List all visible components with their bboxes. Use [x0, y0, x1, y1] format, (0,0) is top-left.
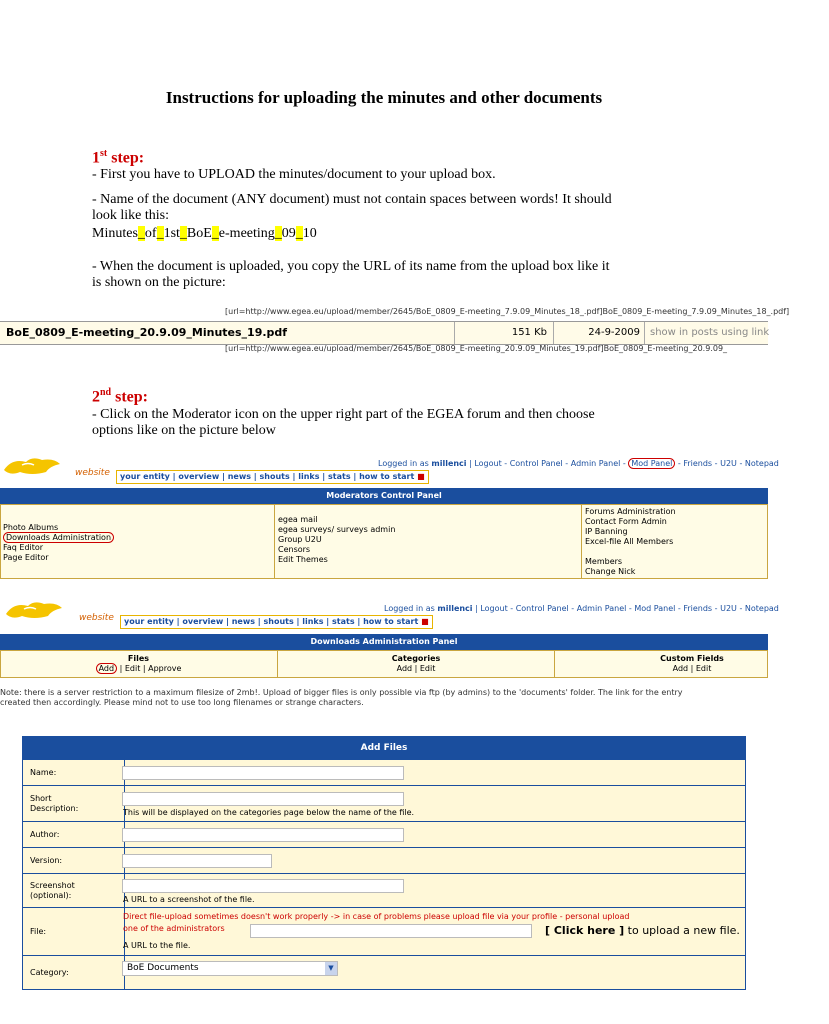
step2-line1: - Click on the Moderator icon on the upper right part of the EGEA forum and then choose	[92, 407, 595, 422]
control-panel-link[interactable]: Control Panel	[515, 604, 569, 613]
divider	[581, 505, 582, 578]
example-word: 10	[302, 226, 317, 241]
custom-fields-col	[555, 654, 829, 674]
files-edit-approve-links[interactable]: | Edit | Approve	[117, 664, 182, 673]
example-word: 1st	[163, 226, 180, 241]
step2-label: step:	[111, 388, 149, 406]
surveys-link[interactable]: egea surveys/ surveys admin	[278, 525, 396, 534]
nav-your-entity[interactable]: your entity	[124, 617, 174, 626]
short-desc-label: Short Description:	[23, 786, 125, 822]
nav-stats[interactable]: stats	[332, 617, 355, 626]
custom-fields-links[interactable]: Add | Edit	[672, 664, 712, 673]
short-desc-hint: This will be displayed on the categories page below the name of the file.	[123, 808, 415, 817]
chevron-down-icon[interactable]: ▼	[325, 962, 337, 975]
files-col	[1, 654, 276, 674]
ip-banning-link[interactable]: IP Banning	[585, 527, 628, 536]
nav-how-to-start[interactable]: how to start	[363, 617, 419, 626]
name-input[interactable]	[122, 766, 404, 780]
category-select[interactable]	[122, 961, 338, 976]
step2-heading	[92, 387, 148, 406]
example-word: e-meeting	[218, 226, 275, 241]
mod-panel-body	[0, 504, 768, 579]
excel-file-link[interactable]: Excel-file All Members	[585, 537, 674, 546]
form-row-short-desc	[23, 785, 745, 822]
example-underscore: _	[137, 226, 145, 241]
file-warning-cont: one of the administrators	[123, 924, 225, 933]
logout-link[interactable]: Logout	[480, 604, 508, 613]
censors-link[interactable]: Censors	[278, 545, 311, 554]
mod-panel-screenshot	[0, 452, 779, 582]
nav-shouts[interactable]: shouts	[259, 472, 290, 481]
logged-prefix: Logged in as	[384, 604, 435, 613]
step1-line1: - First you have to UPLOAD the minutes/document to your upload box.	[92, 167, 496, 182]
upload-filename[interactable]: BoE_0809_E-meeting_20.9.09_Minutes_19.pdf	[0, 322, 455, 344]
mod-col1	[3, 523, 114, 563]
mod-panel-link[interactable]: Mod Panel	[628, 458, 675, 469]
author-input[interactable]	[122, 828, 404, 842]
step1-label: step:	[107, 149, 145, 167]
username: millenci	[431, 459, 467, 468]
logout-link[interactable]: Logout	[474, 459, 502, 468]
add-files-title: Add Files	[23, 737, 745, 759]
step2-sup: nd	[100, 387, 112, 398]
admin-panel-link[interactable]: Admin Panel	[576, 604, 627, 613]
example-underscore: _	[179, 226, 187, 241]
author-label: Author:	[23, 822, 125, 848]
nav-overview[interactable]: overview	[178, 472, 220, 481]
upload-url-top: [url=http://www.egea.eu/upload/member/2645/BoE_0809_E-meeting_7.9.09_Minutes_18_.pdf]BoE_0809_E-meeting_7.9.09_Minutes_18_.pdf]	[225, 307, 790, 316]
nav-links[interactable]: links	[302, 617, 324, 626]
file-url-hint: A URL to the file.	[123, 941, 191, 950]
upload-note-line2: created then accordingly. Please mind not to use too long filenames or strange characters.	[0, 698, 364, 707]
upload-new-file: [ Click here ] to upload a new file.	[545, 924, 740, 937]
version-label: Version:	[23, 848, 125, 874]
step1-sup: st	[100, 148, 108, 159]
form-row-author	[23, 821, 745, 848]
nav-overview[interactable]: overview	[182, 617, 224, 626]
u2u-link[interactable]: U2U	[720, 604, 737, 613]
filename-example	[92, 226, 317, 242]
click-here-link[interactable]: [ Click here ]	[545, 924, 625, 937]
photo-albums-link[interactable]: Photo Albums	[3, 523, 59, 532]
form-row-category	[23, 955, 745, 990]
nav-news[interactable]: news	[231, 617, 256, 626]
example-underscore: _	[295, 226, 303, 241]
friends-link[interactable]: Friends	[683, 459, 713, 468]
step1-heading	[92, 148, 144, 167]
nav-links[interactable]: links	[298, 472, 320, 481]
step2-line2: options like on the picture below	[92, 423, 276, 438]
upload-url-bottom: [url=http://www.egea.eu/upload/member/2645/BoE_0809_E-meeting_20.9.09_Minutes_19.pdf]BoE_0809_E-meeting_20.9.09_	[225, 344, 728, 353]
forums-admin-link[interactable]: Forums Administration	[585, 507, 676, 516]
form-row-name	[23, 759, 745, 786]
upload-date: 24-9-2009	[554, 322, 645, 344]
new-icon: ■	[417, 472, 425, 481]
files-heading: Files	[127, 654, 150, 663]
file-label: File:	[23, 908, 125, 956]
example-word: 09	[281, 226, 296, 241]
group-u2u-link[interactable]: Group U2U	[278, 535, 322, 544]
website-label: website	[75, 468, 110, 478]
nav-your-entity[interactable]: your entity	[120, 472, 170, 481]
logged-in-bar: Logged in as millenci | Logout - Control Panel - Admin Panel - Mod Panel - Friends - U2U - Notepad	[378, 459, 779, 468]
downloads-panel-title: Downloads Administration Panel	[0, 634, 768, 650]
example-word: Minutes	[92, 226, 138, 241]
egea-mail-link[interactable]: egea mail	[278, 515, 318, 524]
new-icon: ■	[421, 617, 429, 626]
upload-box-screenshot	[0, 304, 790, 353]
notepad-link[interactable]: Notepad	[744, 604, 779, 613]
step1-number: 1	[92, 149, 100, 167]
version-input[interactable]	[122, 854, 272, 868]
downloads-panel-screenshot	[0, 597, 779, 712]
file-warning: Direct file-upload sometimes doesn't work properly -> in case of problems please upload file via your profile - personal upload	[123, 912, 630, 921]
egea-logo-icon	[2, 456, 62, 476]
step2-number: 2	[92, 388, 100, 406]
categories-links[interactable]: Add | Edit	[396, 664, 436, 673]
example-word: BoE	[186, 226, 212, 241]
divider	[274, 505, 275, 578]
friends-link[interactable]: Friends	[683, 604, 713, 613]
upload-note-line1: Note: there is a server restriction to a maximum filesize of 2mb!. Upload of bigger files is only possible via ftp (by admins) to the 'documents' folder. The link for the entry	[0, 688, 683, 697]
logged-prefix: Logged in as	[378, 459, 429, 468]
logged-in-bar: Logged in as millenci | Logout - Control Panel - Admin Panel - Mod Panel - Friends - U2U - Notepad	[384, 604, 779, 613]
nav-shouts[interactable]: shouts	[263, 617, 294, 626]
downloads-panel-body	[0, 650, 768, 678]
short-desc-input[interactable]	[122, 792, 404, 806]
step1-line3a: - When the document is uploaded, you copy the URL of its name from the upload box like it	[92, 259, 610, 274]
category-label: Category:	[23, 956, 125, 990]
screenshot-input[interactable]	[122, 879, 404, 893]
nav-stats[interactable]: stats	[328, 472, 351, 481]
mod-col2	[278, 515, 395, 565]
step1-line2a: - Name of the document (ANY document) must not contain spaces between words! It should	[92, 192, 612, 207]
nav-how-to-start[interactable]: how to start	[359, 472, 415, 481]
upload-size: 151 Kb	[455, 322, 554, 344]
egea-logo-icon	[4, 600, 64, 620]
mod-col3	[585, 507, 676, 577]
screenshot-label: Screenshot (optional):	[23, 874, 125, 908]
category-value: BoE Documents	[127, 963, 199, 973]
forum-nav: your entity | overview | news | shouts | links | stats | how to start ■	[120, 615, 433, 629]
upload-show-link[interactable]: show in posts using link	[650, 327, 770, 338]
upload-file-row	[0, 321, 768, 345]
example-underscore: _	[274, 226, 282, 241]
control-panel-link[interactable]: Control Panel	[509, 459, 563, 468]
mod-panel-title: Moderators Control Panel	[0, 488, 768, 504]
file-url-input[interactable]	[250, 924, 532, 938]
step1-line3b: is shown on the picture:	[92, 275, 226, 290]
form-row-version	[23, 847, 745, 874]
notepad-link[interactable]: Notepad	[744, 459, 779, 468]
downloads-admin-link[interactable]: Downloads Administration	[3, 532, 114, 543]
page-title: Instructions for uploading the minutes and other documents	[165, 88, 603, 107]
website-label: website	[79, 613, 114, 623]
form-row-screenshot	[23, 873, 745, 908]
form-row-file	[23, 907, 745, 956]
admin-panel-link[interactable]: Admin Panel	[570, 459, 621, 468]
change-nick-link[interactable]: Change Nick	[585, 567, 636, 576]
faq-editor-link[interactable]: Faq Editor	[3, 543, 44, 552]
categories-heading: Categories	[391, 654, 441, 663]
nav-news[interactable]: news	[227, 472, 252, 481]
example-underscore: _	[211, 226, 219, 241]
u2u-link[interactable]: U2U	[720, 459, 737, 468]
custom-fields-heading: Custom Fields	[660, 654, 724, 663]
username: millenci	[437, 604, 473, 613]
example-word: of	[144, 226, 157, 241]
members-link[interactable]: Members	[585, 557, 623, 566]
screenshot-hint: A URL to a screenshot of the file.	[123, 895, 255, 904]
page-editor-link[interactable]: Page Editor	[3, 553, 49, 562]
add-files-form	[22, 736, 746, 990]
categories-col	[278, 654, 554, 674]
example-underscore: _	[156, 226, 164, 241]
contact-form-admin-link[interactable]: Contact Form Admin	[585, 517, 667, 526]
edit-themes-link[interactable]: Edit Themes	[278, 555, 328, 564]
mod-panel-link[interactable]: Mod Panel	[634, 604, 676, 613]
forum-nav: your entity | overview | news | shouts | links | stats | how to start ■	[116, 470, 429, 484]
files-add-link[interactable]: Add	[96, 663, 118, 674]
step1-line2b: look like this:	[92, 208, 169, 223]
name-label: Name:	[23, 760, 125, 786]
